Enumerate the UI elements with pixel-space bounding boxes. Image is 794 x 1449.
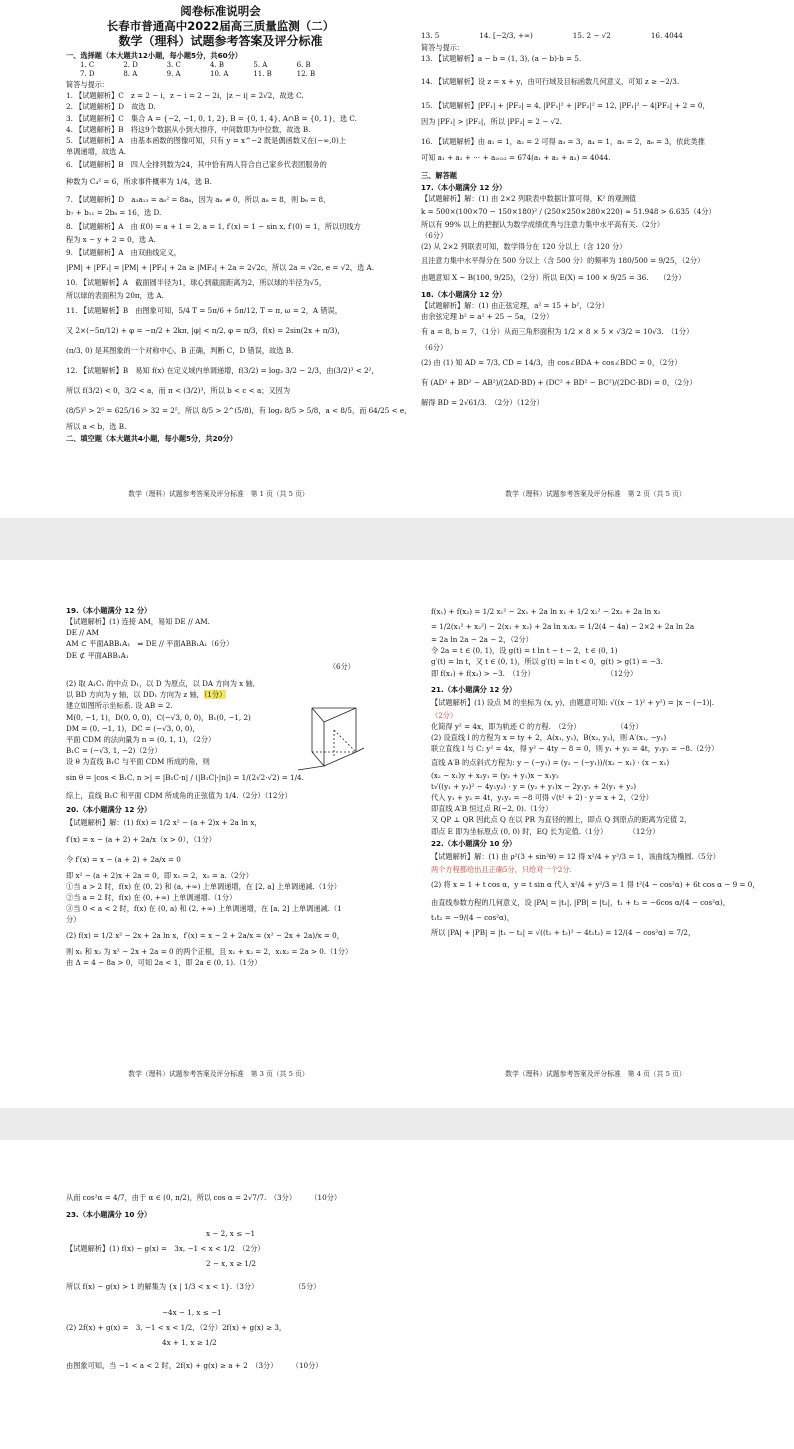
text-line: 又 QP ⊥ QR 因此点 Q 在以 PR 为直径的圆上，即点 Q 到原点的距离为定值 2，	[431, 815, 692, 825]
text-line: B₁C = (−√3, 1, −2)（2分）	[66, 746, 162, 756]
text-line: 【试题解析】(1) 连接 AM，易知 DE // AM.	[66, 617, 210, 626]
text-line: t₁t₂ = −9/(4 − cos²α)，	[431, 913, 514, 923]
text-line: 即 x² − (a + 2)x + 2a = 0，即 x₁ = 2，x₂ = a.（2分）	[66, 870, 253, 880]
answer-cell: 3. C	[166, 61, 181, 69]
text-line: k = 500×(100×70 − 150×180)² / (250×250×280×220) ≈ 51.948 > 6.635（4分）	[421, 207, 716, 217]
text-line: (2) 2f(x) + g(x) = 3, −1 < x < 1/2，（2分）2f(x) + g(x) ≥ 3，	[66, 1323, 287, 1332]
page-footer: 数学（理科）试题参考答案及评分标准 第 1 页（共 5 页）	[128, 490, 309, 498]
text-line: (2) 取 A₁C₁ 的中点 D₁，以 D 为原点，以 DA 方向为 x 轴,	[66, 679, 255, 689]
text-line: 即 f(x₁) + f(x₂) > −3. （1分） （12分）	[431, 668, 638, 678]
fill-answer: 14. [−2/3, +∞)	[479, 31, 533, 40]
text-line: 即点 E 即为坐标原点 (0, 0) 时，EQ 长为定值.（1分） （12分）	[431, 826, 660, 836]
text-line: 令 f′(x) = x − (a + 2) + 2a/x = 0	[66, 854, 181, 864]
title-line-2: 长春市普通高中2022届高三质量监测（二）	[106, 19, 335, 33]
piecewise-line: 4x + 1, x ≥ 1/2	[162, 1338, 217, 1347]
text-line: 14. 【试题解析】设 z = x + y，由可行域及目标函数几何意义，可知 z ≥ −2/3.	[421, 77, 680, 87]
text-line: 从而 cos²α = 4/7，由于 α ∈ (0, π/2)，所以 cos α = 2√7/7. （3分） （10分）	[66, 1193, 342, 1202]
text-line: |PM| + |PF₁| = |PM| + |PF₂| + 2a ≥ |MF₂| + 2a = 2√2c，所以 2a = √2c, e = √2，选 A.	[66, 262, 375, 272]
text-line: 令 2a = t ∈ (0, 1)，设 g(t) = t ln t − t − 2，t ∈ (0, 1)	[431, 646, 618, 656]
text-line: （6分）	[421, 231, 448, 241]
text-line: 【试题解析】解：(1) 由正弦定理，a² = 15 + b²，（2分）	[421, 300, 609, 310]
text-line: 10. 【试题解析】A 截面圆半径为1，球心到截面距离为2，所以球的半径为√5，	[66, 277, 327, 287]
text-line: (2) 将 x = 1 + t cos α，y = t sin α 代入 x²/4 + y²/3 = 1 得 t²(4 − cos²α) + 6t cos α − 9 = 0，	[431, 880, 760, 890]
text-line: (2) 设直线 l 的方程为 x = ty + 2，A(x₁, y₁)，B(x₂, y₂)，则 A′(x₁, −y₁)	[431, 733, 667, 743]
score-highlight: （1分）	[203, 690, 227, 700]
text-line: 建立如图所示坐标系. 设 AB = 2.	[66, 701, 173, 711]
text-fragment: 以 BD 方向为 y 轴，以 DD₁ 方向为 z 轴，	[66, 690, 204, 700]
page-footer: 数学（理科）试题参考答案及评分标准 第 4 页（共 5 页）	[505, 1070, 686, 1078]
text-line: DM = (0, −1, 1)，DC = (−√3, 0, 0)，	[66, 723, 200, 733]
text-line: （6分）	[421, 343, 448, 353]
answer-cell: 10. A	[209, 70, 229, 78]
hint-title: 简答与提示：	[66, 80, 110, 89]
text-line: (2) 从 2×2 列联表可知，数学得分在 120 分以上（含 120 分）	[421, 242, 627, 252]
text-line: （6分）	[328, 661, 355, 671]
prism-figure	[294, 700, 374, 774]
fill-answer: 16. 4044	[650, 31, 683, 40]
text-line: 所以 |PA| + |PB| = |t₁ − t₂| = √((t₁ + t₂)² − 4t₁t₂) = 12/(4 − cos²α) = 7/2，	[431, 928, 696, 938]
text-line: = 1/2(x₁² + x₂²) − 2(x₁ + x₂) + 2a ln x₁x₂ = 1/2(4 − 4a) − 2×2 + 2a ln 2a	[431, 622, 695, 631]
text-line: 4. 【试题解析】B 将这9个数据从小到大排序，中间数即为中位数，故选 B.	[66, 124, 311, 134]
text-line: 所以 f(3/2) < 0，3/2 < a，而 π < (3/2)³，所以 b < c < a；又因为	[66, 386, 291, 396]
text-line: AM ⊂ 平面ABB₁A₁ ⇒ DE // 平面ABB₁A₁（6分）	[66, 639, 234, 649]
text-line: 15. 【试题解析】|PF₁| + |PF₂| = 4, |PF₁|² + |PF₂|² = 12, |PF₁|² − 4|PF₂| + 2 = 0，	[421, 101, 710, 111]
text-line: ②当 a = 2 时，f(x) 在 (0, +∞) 上单调递增.（1分）	[66, 893, 237, 903]
text-line: 9. 【试题解析】A 由双曲线定义，	[66, 247, 181, 257]
text-line: 5. 【试题解析】A 由基本函数的图像可知，只有 y = x^−2 既是偶函数又在(−∞,0)上	[66, 136, 346, 146]
text-line: 【试题解析】解：(1) 由 ρ²(3 + sin²θ) = 12 得 x²/4 + y²/3 = 1，该曲线为椭圆.（5分）	[431, 851, 720, 861]
text-line: 可知 a₁ + a₂ + ⋯ + a₂₀₂₂ = 674(a₁ + a₂ + a₃) = 4044.	[421, 152, 611, 162]
answer-cell: 7. D	[80, 70, 95, 78]
question-heading: 20.（本小题满分 12 分）	[66, 804, 152, 814]
text-line: 综上，直线 B₁C 和平面 CDM 所成角的正弦值为 1/4.（2分）（12分）	[66, 790, 292, 800]
page-5	[0, 1140, 400, 1449]
text-line: 3. 【试题解析】C 集合 A = {−2, −1, 0, 1, 2}, B = {0, 1, 4}, A∩B = {0, 1}，选 C.	[66, 113, 357, 123]
question-heading: 17.（本小题满分 12 分）	[421, 182, 507, 192]
text-line: 有 (AD² + BD² − AB²)/(2AD·BD) + (DC² + BD² − BC²)/(2DC·BD) = 0，（2分）	[421, 378, 697, 388]
text-line: 16. 【试题解析】由 a₁ = 1，a₂ = 2 可得 a₃ = 3，a₄ = 1，a₅ = 2，a₆ = 3，依此类推	[421, 136, 705, 146]
text-line: 【试题解析】(1) f(x) − g(x) = 3x, −1 < x < 1/2 （2分）	[66, 1244, 265, 1253]
text-line: 又 2×(−5π/12) + φ = −π/2 + 2kπ, |φ| < π/2, φ = π/3，f(x) = 2sin(2x + π/3)，	[66, 326, 345, 336]
section-heading: 二、填空题（本大题共4小题，每小题5分，共20分）	[66, 434, 237, 444]
text-line: 【试题解析】解：(1) 由 2×2 列联表中数据计算可得，K² 的观测值	[421, 193, 637, 203]
fill-answer: 13. 5	[421, 31, 440, 40]
page-band-3	[0, 1140, 794, 1449]
text-line: M(0, −1, 1)，D(0, 0, 0)，C(−√3, 0, 0)，B₁(0, −1, 2)	[66, 712, 251, 722]
text-line: (π/3, 0) 是其图象的一个对称中心，B 正确，判断 C，D 错误，故选 B.	[66, 346, 294, 356]
question-heading: 22.（本小题满分 10 分）	[431, 838, 517, 848]
answer-cell: 8. A	[123, 70, 138, 78]
text-line: ③当 0 < a < 2 时，f(x) 在 (0, a) 和 (2, +∞) 上单调递增，在 [a, 2] 上单调递减.（1	[66, 904, 342, 914]
piecewise-line: 2 − x, x ≥ 1/2	[206, 1259, 257, 1268]
text-line: b₇ + b₁₁ = 2b₈ = 16，选 D.	[66, 208, 162, 218]
page-footer: 数学（理科）试题参考答案及评分标准 第 3 页（共 5 页）	[128, 1070, 309, 1078]
hint-title: 简答与提示：	[421, 43, 465, 52]
page-band-1	[0, 0, 794, 518]
title-line-1: 阅卷标准说明会	[180, 4, 261, 18]
text-line: 所以有 99% 以上的把握认为数学成绩优秀与注意力集中水平高有关.（2分）	[421, 220, 665, 230]
answer-cell: 12. B	[296, 70, 316, 78]
text-line: 【试题解析】(1) 设点 M 的坐标为 (x, y)，由题意可知: √((x − 1)² + y²) = |x − (−1)|.	[431, 697, 715, 707]
text-line: t√((y₁ + y₂)² − 4y₁y₂) · y = (y₂ + y₁)x − 2y₁y₂ + 2(y₁ + y₂)	[431, 781, 637, 791]
section-heading: 三、解答题	[421, 170, 457, 180]
text-line: 由图象可知，当 −1 < a < 2 时，2f(x) + g(x) ≥ a + 2 （3分） （10分）	[66, 1361, 323, 1370]
answer-cell: 6. B	[296, 61, 311, 69]
fill-answers	[421, 30, 770, 42]
text-line: 8. 【试题解析】A 由 f(0) = a + 1 = 2, a = 1, f′(x) = 1 − sin x, f′(0) = 1，所以切线方	[66, 221, 361, 231]
text-line: 即直线 A′B 恒过点 R(−2, 0).（1分）	[431, 804, 553, 814]
page-band-2	[0, 560, 794, 1108]
text-line: f(x₁) + f(x₂) = 1/2 x₁² − 2x₁ + 2a ln x₁ + 1/2 x₂² − 2x₂ + 2a ln x₂	[431, 607, 661, 616]
score-note: （2分）	[431, 710, 458, 720]
piecewise-line: x − 2, x ≤ −1	[206, 1229, 256, 1238]
text-line: 化简得 y² = 4x，即为轨迹 C 的方程. （2分） （4分）	[431, 722, 643, 732]
text-line: 单调递增，故选 A.	[66, 147, 127, 157]
text-line: 代入 y₁ + y₂ = 4t，y₁y₂ = −8 可得 √(t² + 2) · y = x + 2，（2分）	[431, 793, 653, 803]
text-line: 所以 f(x) − g(x) > 1 的解集为 {x | 1/3 < x < 1}.（3分） （5分）	[66, 1282, 321, 1291]
text-line: 由直线参数方程的几何意义，设 |PA| = |t₁|, |PB| = |t₂|，t₁ + t₂ = −6cos α/(4 − cos²α)，	[431, 898, 730, 908]
text-line: (x₂ − x₁)y + x₂y₁ = (y₂ + y₁)x − x₁y₂	[431, 770, 559, 780]
text-line: 有 a = 8, b = 7，（1分）从而三角形面积为 1/2 × 8 × 5 × √3/2 = 10√3. （1分）	[421, 327, 694, 337]
title-line-3: 数学（理科）试题参考答案及评分标准	[118, 34, 323, 48]
answer-grid	[80, 61, 340, 79]
text-line: 2. 【试题解析】D 故选 D.	[66, 102, 156, 112]
answer-cell: 2. D	[123, 61, 138, 69]
text-line: DE // AM	[66, 628, 99, 638]
page-2	[397, 0, 794, 518]
answer-cell: 9. A	[166, 70, 181, 78]
text-line: g′(t) = ln t，又 t ∈ (0, 1)，所以 g′(t) = ln t < 0，g(t) > g(1) = −3.	[431, 657, 663, 667]
text-line: 设 θ 为直线 B₁C 与平面 CDM 所成的角，则	[66, 757, 210, 767]
text-line: 所以 a < b，选 B.	[66, 422, 127, 432]
text-line: 7. 【试题解析】D a₃a₁₃ = a₈² = 8a₈，因为 a₈ ≠ 0，所以 a₈ = 8，则 b₈ = 8，	[66, 195, 331, 205]
text-line: 联立直线 l 与 C: y² = 4x，得 y² − 4ty − 8 = 0，则 y₁ + y₂ = 4t，y₁y₂ = −8.（2分）	[431, 744, 719, 754]
answer-cell: 1. C	[80, 61, 95, 69]
text-line: 解得 BD = 2√61/3. （2分）（12分）	[421, 398, 544, 408]
answer-cell: 4. B	[209, 61, 225, 69]
text-line: 平面 CDM 的法向量为 n = (0, 1, 1)，（2分）	[66, 735, 216, 745]
text-line: 且注意力集中水平得分在 500 分以上（含 500 分）的频率为 180/500 = 9/25，（2分）	[421, 255, 705, 265]
fill-answer: 15. 2 − √2	[572, 31, 611, 40]
question-heading: 19.（本小题满分 12 分）	[66, 606, 152, 615]
text-line: 程为 x − y + 2 = 0，选 A.	[66, 234, 156, 244]
text-line: (2) f(x) = 1/2 x² − 2x + 2a ln x，f′(x) = x − 2 + 2a/x = (x² − 2x + 2a)/x = 0，	[66, 930, 344, 940]
score-note-red: 两个方程都给出且正确5分，只给对一个2分.	[431, 864, 572, 874]
page-footer: 数学（理科）试题参考答案及评分标准 第 2 页（共 5 页）	[505, 490, 686, 498]
text-line: 因为 |PF₁| > |PF₂|，所以 |PF₂| = 2 − √2.	[421, 117, 562, 127]
text-line: DE ⊄ 平面ABB₁A₁	[66, 650, 129, 660]
text-line: 6. 【试题解析】B 四人全排列数为24，其中恰有两人符合自己家乡代表团服务的	[66, 160, 327, 170]
question-heading: 21.（本小题满分 12 分）	[431, 684, 517, 694]
section-heading: 一、选择题（本大题共12小题，每小题5分，共60分）	[66, 51, 242, 60]
text-line: 种数为 C₄² = 6，所求事件概率为 1/4，选 B.	[66, 177, 212, 187]
text-line: 所以球的表面积为 20π，选 A.	[66, 290, 164, 300]
answer-cell: 5. A	[253, 61, 268, 69]
text-line: (2) 由 (1) 知 AD = 7/3, CD = 14/3，由 cos∠BDA + cos∠BDC = 0，（2分）	[421, 358, 682, 368]
text-line: 1. 【试题解析】C z = 2 − i，z − i = 2 − 2i，|z − i| = 2√2，故选 C.	[66, 91, 304, 101]
page-1	[0, 0, 412, 518]
page-3	[0, 560, 397, 1108]
text-line: 由题意知 X ~ B(100, 9/25)，（2分）所以 E(X) = 100 × 9/25 = 36. （2分）	[421, 272, 686, 282]
page-4	[397, 560, 794, 1108]
text-line: = 2a ln 2a − 2a − 2，（2分）	[431, 635, 533, 644]
answer-cell: 11. B	[253, 70, 272, 78]
text-line: ①当 a > 2 时，f(x) 在 (0, 2) 和 (a, +∞) 上单调递增，在 [2, a] 上单调递减.（1分）	[66, 881, 341, 891]
text-line: sin θ = |cos < B₁C, n >| = |B₁C·n| / (|B₁C|·|n|) = 1/(2√2·√2) = 1/4.	[66, 772, 304, 782]
text-line: 分）	[66, 915, 81, 925]
text-line: 则 x₁ 和 x₂ 为 x² − 2x + 2a = 0 的两个正根，且 x₁ + x₂ = 2，x₁x₂ = 2a > 0.（1分）	[66, 946, 353, 956]
text-line: f′(x) = x − (a + 2) + 2a/x（x > 0），（1分）	[66, 834, 216, 844]
question-heading: 18.（本小题满分 12 分）	[421, 289, 507, 299]
text-line-with-highlight	[66, 689, 375, 700]
text-line: 由余弦定理 b² = a² + 25 − 5a，（2分）	[421, 311, 554, 321]
text-line: 直线 A′B 的点斜式方程为: y − (−y₁) = (y₂ − (−y₁))/(x₂ − x₁) · (x − x₁)	[431, 757, 670, 767]
piecewise-line: −4x − 1, x ≤ −1	[162, 1308, 222, 1317]
question-heading: 23.（本小题满分 10 分）	[66, 1210, 152, 1219]
text-line: 【试题解析】解：(1) f(x) = 1/2 x² − (a + 2)x + 2a ln x，	[66, 817, 262, 827]
text-line: 13. 【试题解析】a − b = (1, 3), (a − b)·b = 5.	[421, 54, 582, 64]
text-line: (8/5)⁵ > 2⁵ = 625/16 > 32 = 2⁵，所以 8/5 > 2^(5/8)，有 log₂ 8/5 > 5/8，a < 8/5，而 64/25 < e，	[66, 406, 412, 416]
text-line: 由 Δ = 4 − 8a > 0，可知 2a < 1，即 2a ∈ (0, 1).（1分）	[66, 957, 262, 967]
text-line: 12. 【试题解析】B 易知 f(x) 在定义域内单调递增，f(3/2) = log₂ 3/2 − 2/3，由(3/2)³ < 2²，	[66, 366, 379, 376]
text-line: 11. 【试题解析】B 由图象可知，5/4 T = 5π/6 + 5π/12, T = π, ω = 2，A 错误，	[66, 306, 342, 316]
